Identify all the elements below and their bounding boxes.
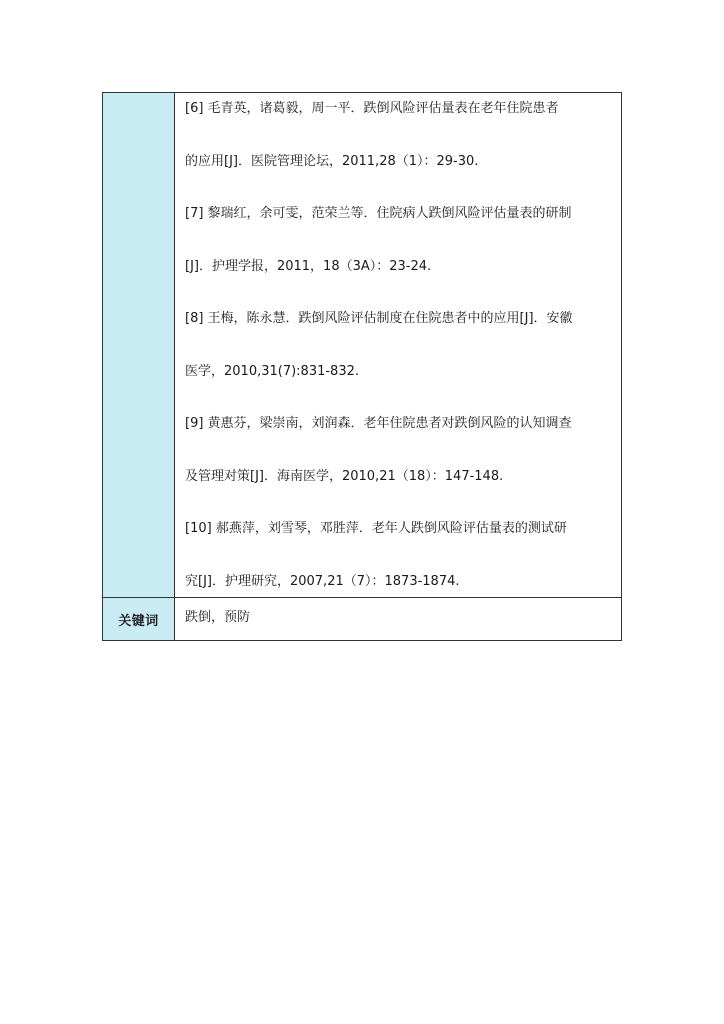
- keywords-value: 跌倒，预防: [185, 610, 251, 625]
- reference-item-7: [185, 205, 613, 276]
- reference-line: [6] 毛青英，诸葛毅，周一平．跌倒风险评估量表在老年住院患者: [185, 101, 559, 116]
- references-content-cell: [175, 93, 622, 598]
- reference-line: [7] 黎瑞红，余可雯，范荣兰等．住院病人跌倒风险评估量表的研制: [185, 206, 572, 221]
- reference-line: [8] 王梅，陈永慧．跌倒风险评估制度在住院患者中的应用[J]．安徽: [185, 311, 573, 326]
- references-label-cell: [103, 93, 175, 598]
- reference-line: [J]．护理学报，2011，18（3A）：23-24.: [185, 259, 432, 274]
- references-row: [103, 93, 622, 598]
- keywords-label-cell: [103, 598, 175, 641]
- keywords-content-cell: [175, 598, 622, 641]
- keywords-label: 关键词: [118, 613, 159, 629]
- reference-list: [185, 93, 613, 597]
- reference-line: 医学，2010,31(7):831-832.: [185, 364, 360, 379]
- reference-item-9: [185, 415, 613, 486]
- reference-line: [10] 郝燕萍，刘雪琴，邓胜萍．老年人跌倒风险评估量表的测试研: [185, 521, 567, 536]
- reference-item-6: [185, 100, 613, 171]
- reference-item-8: [185, 310, 613, 381]
- reference-line: 究[J]．护理研究，2007,21（7）：1873-1874.: [185, 574, 460, 589]
- reference-line: 及管理对策[J]．海南医学，2010,21（18）：147-148.: [185, 469, 504, 484]
- reference-table: [102, 92, 622, 641]
- reference-line: 的应用[J]．医院管理论坛，2011,28（1）：29-30.: [185, 154, 479, 169]
- reference-item-10: [185, 520, 613, 591]
- keywords-row: [103, 598, 622, 641]
- reference-line: [9] 黄惠芬，梁崇南，刘润森．老年住院患者对跌倒风险的认知调查: [185, 416, 572, 431]
